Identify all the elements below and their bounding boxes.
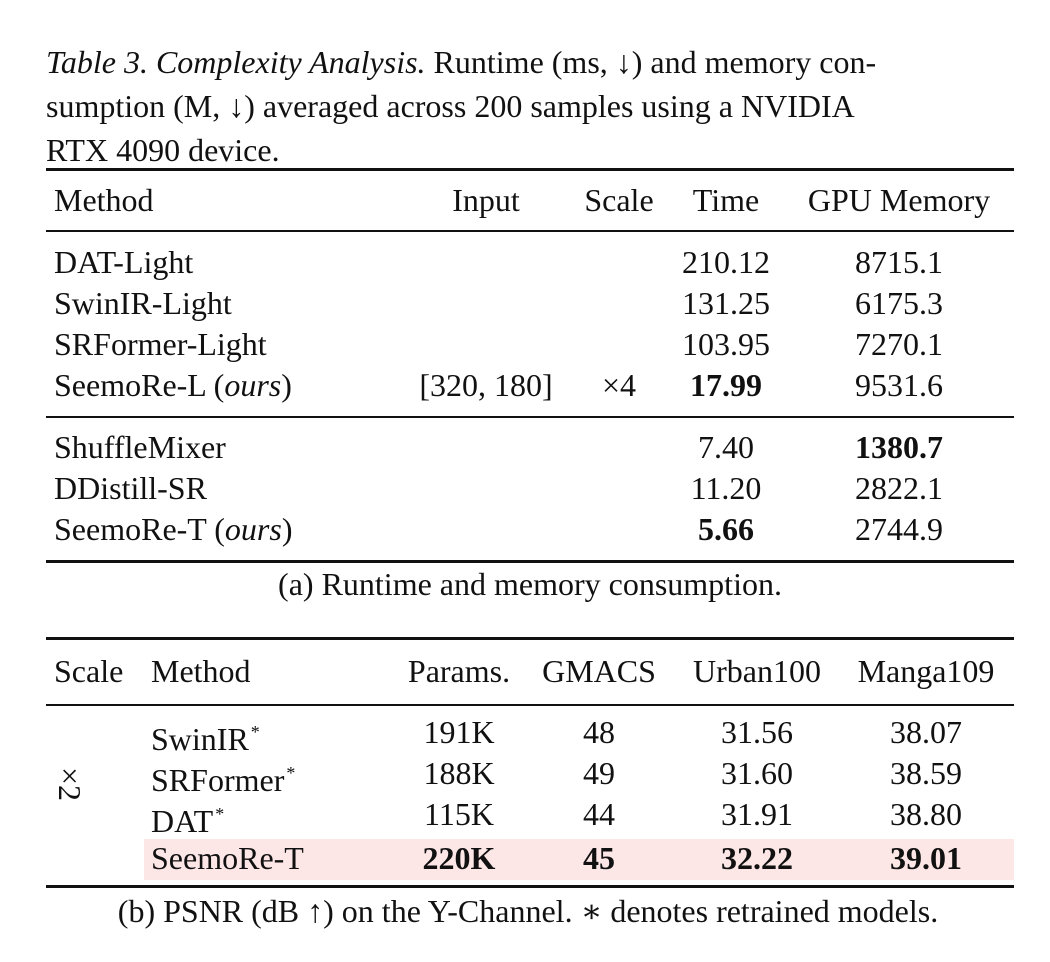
table-b-top-rule [46,637,1014,640]
table-b-row-params: 220K [422,840,496,876]
table-b-bottom-rule [46,885,1014,888]
scale-x2-label: ×2 [52,766,88,802]
table-b-row-manga: 38.59 [890,755,962,791]
table-a-row-method: SeemoRe-L (ours) [54,367,292,403]
table-b-row-gmacs: 44 [583,796,615,832]
table-a-row-method: DAT-Light [54,244,194,280]
table-a-row-time: 210.12 [682,244,770,280]
method-name: SwinIR [151,721,249,757]
table-a-row-memory: 7270.1 [855,326,943,362]
table-b-row-urban: 31.60 [721,755,793,791]
table-b-row-urban: 31.91 [721,796,793,832]
table-a-row-memory: 1380.7 [855,429,943,465]
header-manga109: Manga109 [857,653,995,689]
shared-scale-value: ×4 [601,367,637,403]
table-a-row-memory: 6175.3 [855,285,943,321]
header-scale-b: Scale [54,653,124,689]
table-a-row-time: 7.40 [698,429,754,465]
table-b-row-gmacs: 45 [583,840,615,876]
table-a-row-method: DDistill-SR [54,470,207,506]
header-input: Input [452,182,520,218]
ours-label: ours [224,511,282,547]
header-gpu-memory: GPU Memory [807,182,991,218]
table-b-row-params: 115K [424,796,494,832]
table-a-row-memory: 8715.1 [855,244,943,280]
table-a-row-method: SeemoRe-T (ours) [54,511,293,547]
header-scale: Scale [584,182,654,218]
table-b-row-method [151,754,295,799]
method-name: SRFormer [151,762,285,798]
table-caption-label: Table 3. Complexity Analysis. [46,44,426,80]
table-b-header-rule [46,704,1014,706]
header-gmacs: GMACS [542,653,656,689]
table-b-row-method [151,795,224,840]
table-caption-line-2: sumption (M, ↓) averaged across 200 samples using a NVIDIA [46,88,855,124]
table-b-row-manga: 38.07 [890,714,962,750]
retrained-star: * [286,763,296,783]
table-b-row-params: 188K [423,755,495,791]
caption-text-1: Runtime (ms, ↓) and memory con- [425,44,877,80]
table-b-row-method [151,713,260,758]
method-name: DAT [151,803,214,839]
table-a-top-rule [46,168,1014,171]
header-method: Method [54,182,154,218]
table-a-row-memory: 2744.9 [855,511,943,547]
ours-label: ours [224,367,282,403]
table-b-row-params: 191K [423,714,495,750]
header-params: Params. [407,653,511,689]
table-a-row-method: SwinIR-Light [54,285,232,321]
retrained-star: * [215,804,225,824]
table-b-row-manga: 38.80 [890,796,962,832]
table-b-subcaption: (b) PSNR (dB ↑) on the Y-Channel. ∗ denotes retrained models. [117,893,939,929]
table-a-row-time: 103.95 [682,326,770,362]
method-name: SeemoRe-T [54,511,207,547]
table-b-row-gmacs: 48 [583,714,615,750]
table-caption-line-1 [46,40,876,85]
table-b-row-manga: 39.01 [890,840,962,876]
table-a-group-rule [46,416,1014,418]
table-a-row-method: SRFormer-Light [54,326,267,362]
table-a-row-time: 17.99 [690,367,762,403]
table-caption-line-3: RTX 4090 device. [46,132,280,168]
table-a-subcaption: (a) Runtime and memory consumption. [278,566,782,602]
table-a-row-memory: 9531.6 [855,367,943,403]
table-b-row-method: SeemoRe-T [151,840,304,876]
shared-input-value: [320, 180] [419,367,553,403]
table-b-row-gmacs: 49 [583,755,615,791]
table-b-row-urban: 32.22 [721,840,793,876]
table-b-row-urban: 31.56 [721,714,793,750]
table-a-row-time: 131.25 [682,285,770,321]
header-method-b: Method [151,653,251,689]
method-name: SeemoRe-L [54,367,206,403]
table-a-row-method: ShuffleMixer [54,429,226,465]
header-urban100: Urban100 [693,653,821,689]
table-a-row-time: 5.66 [698,511,754,547]
table-a-header-rule [46,230,1014,232]
table-a-row-memory: 2822.1 [855,470,943,506]
retrained-star: * [250,722,260,742]
table-a-row-time: 11.20 [690,470,762,506]
header-time: Time [692,182,760,218]
table-a-bottom-rule [46,560,1014,563]
